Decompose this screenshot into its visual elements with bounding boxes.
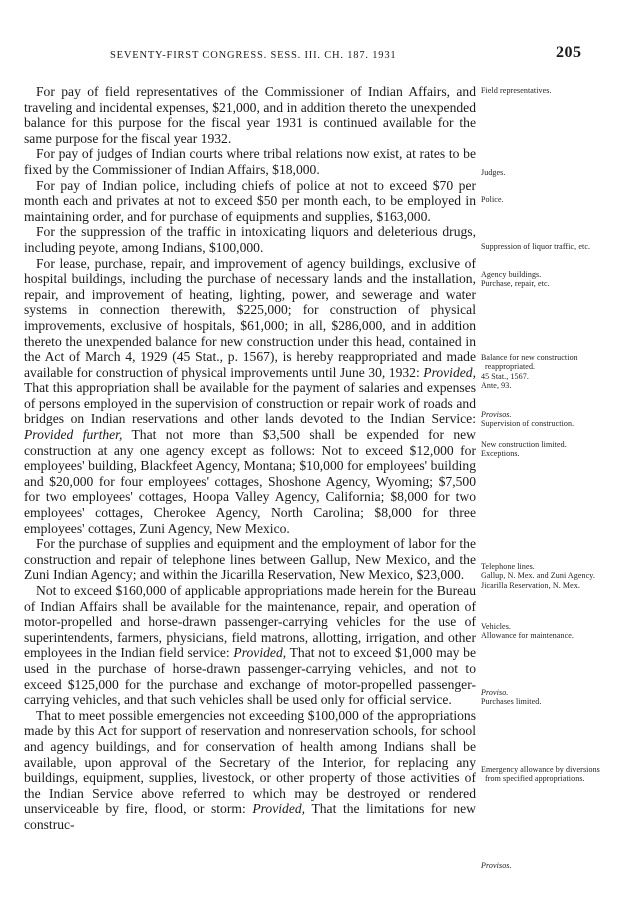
page-number: 205 [556,44,582,61]
margin-note-field: Field representatives. [481,86,552,95]
paragraph-emergencies [24,708,476,833]
proviso-label: Provided, [233,645,287,661]
agency-buildings-text-3: That not more than $3,500 shall be expended for new construction at any one agency except as follows: Not to exceed $12,000 for employees' building, Blackfeet Agency, Montana; $10,000 for employees' building and $20,000 for four employees' cottages, Shoshone Agency, Wyoming; $7,500 for two employees' cottages, Hoopa Valley Agency, California; $8,000 for two employees' cottages, Cherokee Agency, North Carolina; $8,000 for three employees' cottages, Zuni Agency, New Mexico. [24,427,476,536]
vehicles-text-2: That not to exceed $1,000 may be used in the purchase of horse-drawn passenger-carrying vehicles, and not to exceed $125,000 for the purchase and exchange of motor-propelled passenger-carrying vehicles, and that such vehicles shall be used only for official service. [24,645,476,708]
paragraph-telephone-lines: For the purchase of supplies and equipment and the employment of labor for the construction and repair of telephone lines between Gallup, New Mexico, and the Zuni Indian Agency; and within the Jicarilla Reservation, New Mexico, $23,000. [24,536,476,583]
paragraph-liquor-suppression: For the suppression of the traffic in intoxicating liquors and deleterious drugs, including peyote, among Indians, $100,000. [24,224,476,255]
margin-note-provisos-2: Provisos. [481,861,512,870]
agency-buildings-text: For lease, purchase, repair, and improvement of agency buildings, exclusive of hospital buildings, including the purchase of necessary lands and the installation, repair, and improvement of heating, lighting, power, and sewerage and water systems in connection therewith, $225,000; for construction of physical improvements, exclusive of hospitals, $61,000; in all, $286,000, and in addition thereto the unexpended balance for new construction under this head, contained in the Act of March 4, 1929 (45 Stat., p. 1567), is hereby reappropriated and made available for construction of physical improvements until June 30, 1932: [24,255,476,380]
margin-note-balance: Balance for new construction reappropriated. 45 Stat., 1567. Ante, 93. [481,353,578,390]
agency-buildings-text-2: That this appropriation shall be available for the payment of salaries and expenses of persons employed in the supervision of construction or repair work of roads and bridges on Indian reservations and other lands devoted to the Indian Service: [24,380,476,427]
proviso-label: Provided, [423,364,476,380]
paragraph-agency-buildings [24,256,476,537]
margin-note-agency: Agency buildings. Purchase, repair, etc. [481,270,550,289]
running-head: SEVENTY-FIRST CONGRESS. SESS. III. CH. 187. 1931 [110,50,397,61]
paragraph-judges: For pay of judges of Indian courts where tribal relations now exist, at rates to be fixed by the Commissioner of Indian Affairs, $18,000. [24,146,476,177]
emergencies-text-2: That the limitations for new construc- [24,801,477,832]
proviso-further-label: Provided further, [24,427,123,443]
margin-note-telephone: Telephone lines. Gallup, N. Mex. and Zuni Agency. Jicarilla Reservation, N. Mex. [481,562,595,590]
margin-note-liquor: Suppression of liquor traffic, etc. [481,242,591,251]
margin-note-police: Police. [481,195,504,204]
vehicles-text: Not to exceed $160,000 of applicable appropriations made herein for the Bureau of Indian Affairs shall be available for the maintenance, repair, and operation of motor-propelled and horse-drawn passenger-carrying vehicles for the use of superintendents, farmers, physicians, field matrons, allotting, irrigation, and other employees in the Indian field service: [24,583,476,661]
margin-note-emergency: Emergency allowance by diversions from specified appropriations. [481,765,600,784]
paragraph-vehicles [24,583,476,708]
paragraph-police: For pay of Indian police, including chiefs of police at not to exceed $70 per month each and privates at not to exceed $50 per month each, to be employed in maintaining order, and for purchase of equipments and supplies, $163,000. [24,177,476,224]
emergencies-text: That to meet possible emergencies not exceeding $100,000 of the appropriations made by this Act for support of reservation and nonreservation schools, for school and agency buildings, and for conservation of health among Indians shall be available, upon approval of the Secretary of the Interior, for replacing any buildings, equipment, supplies, livestock, or other property of those activities of the Indian Service above referred to which may be destroyed or rendered unserviceable by fire, flood, or storm: [24,707,476,817]
main-text [24,84,476,833]
paragraph-field-representatives: For pay of field representatives of the Commissioner of Indian Affairs, and traveling and incidental expenses, $21,000, and in addition thereto the unexpended balance for this purpose for the fiscal year 1931 is continued available for the same purpose for the fiscal year 1932. [24,84,476,146]
margin-note-new-construction: New construction limited. Exceptions. [481,440,567,459]
margin-note-provisos: Provisos. Supervision of construction. [481,410,575,429]
margin-note-proviso: Proviso. Purchases limited. [481,688,542,707]
page-header [0,44,624,70]
margin-note-judges: Judges. [481,168,506,177]
margin-note-vehicles: Vehicles. Allowance for maintenance. [481,622,575,641]
proviso-label: Provided, [252,801,306,817]
